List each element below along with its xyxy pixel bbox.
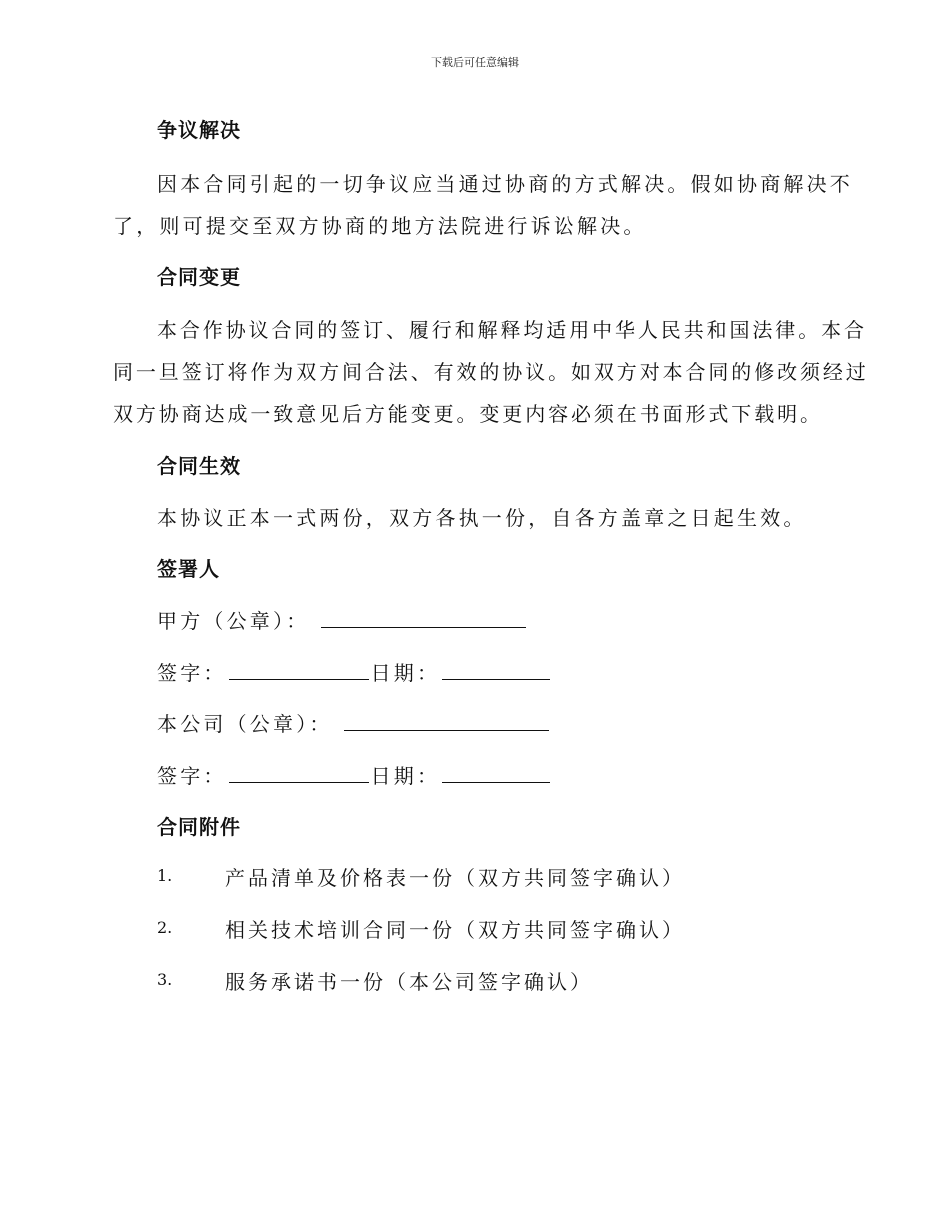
effective-paragraph: 本协议正本一式两份，双方各执一份，自各方盖章之日起生效。 [157, 506, 807, 530]
section-heading-change: 合同变更 [157, 265, 241, 289]
attachment-number-3: 3. [157, 970, 173, 989]
signature-blank-2[interactable] [229, 762, 369, 783]
signature-label-2: 签字： [157, 764, 227, 788]
party-a-seal-row [157, 605, 528, 634]
change-paragraph-line-2: 同一旦签订将作为双方间合法、有效的协议。如双方对本合同的修改须经过 [113, 360, 869, 384]
dispute-paragraph-line-1: 因本合同引起的一切争议应当通过协商的方式解决。假如协商解决不 [157, 172, 853, 196]
signature-label-1: 签字： [157, 661, 227, 685]
section-heading-signatories: 签署人 [157, 557, 220, 581]
signature-date-row-2 [157, 760, 552, 789]
date-blank-1[interactable] [442, 659, 550, 680]
page-header: 下载后可任意编辑 [431, 56, 519, 69]
change-paragraph-line-1: 本合作协议合同的签订、履行和解释均适用中华人民共和国法律。本合 [157, 318, 867, 342]
section-heading-dispute: 争议解决 [157, 118, 241, 142]
section-heading-attachments: 合同附件 [157, 815, 241, 839]
company-seal-blank[interactable] [344, 710, 549, 731]
party-a-seal-label: 甲方（公章）： [157, 609, 310, 633]
company-seal-row [157, 708, 551, 737]
signature-date-row-1 [157, 657, 552, 686]
attachment-item-3: 服务承诺书一份（本公司签字确认） [225, 970, 593, 994]
date-label-2: 日期： [370, 764, 441, 788]
date-blank-2[interactable] [442, 762, 550, 783]
company-seal-label: 本公司（公章）： [157, 712, 333, 736]
party-a-seal-blank[interactable] [321, 607, 526, 628]
dispute-paragraph-line-2: 了，则可提交至双方协商的地方法院进行诉讼解决。 [113, 214, 647, 238]
attachment-number-1: 1. [157, 866, 173, 885]
attachment-item-2: 相关技术培训合同一份（双方共同签字确认） [225, 918, 685, 942]
signature-blank-1[interactable] [229, 659, 369, 680]
attachment-item-1: 产品清单及价格表一份（双方共同签字确认） [225, 866, 685, 890]
date-label-1: 日期： [370, 661, 441, 685]
section-heading-effective: 合同生效 [157, 454, 241, 478]
attachment-number-2: 2. [157, 918, 173, 937]
change-paragraph-line-3: 双方协商达成一致意见后方能变更。变更内容必须在书面形式下载明。 [113, 402, 823, 426]
